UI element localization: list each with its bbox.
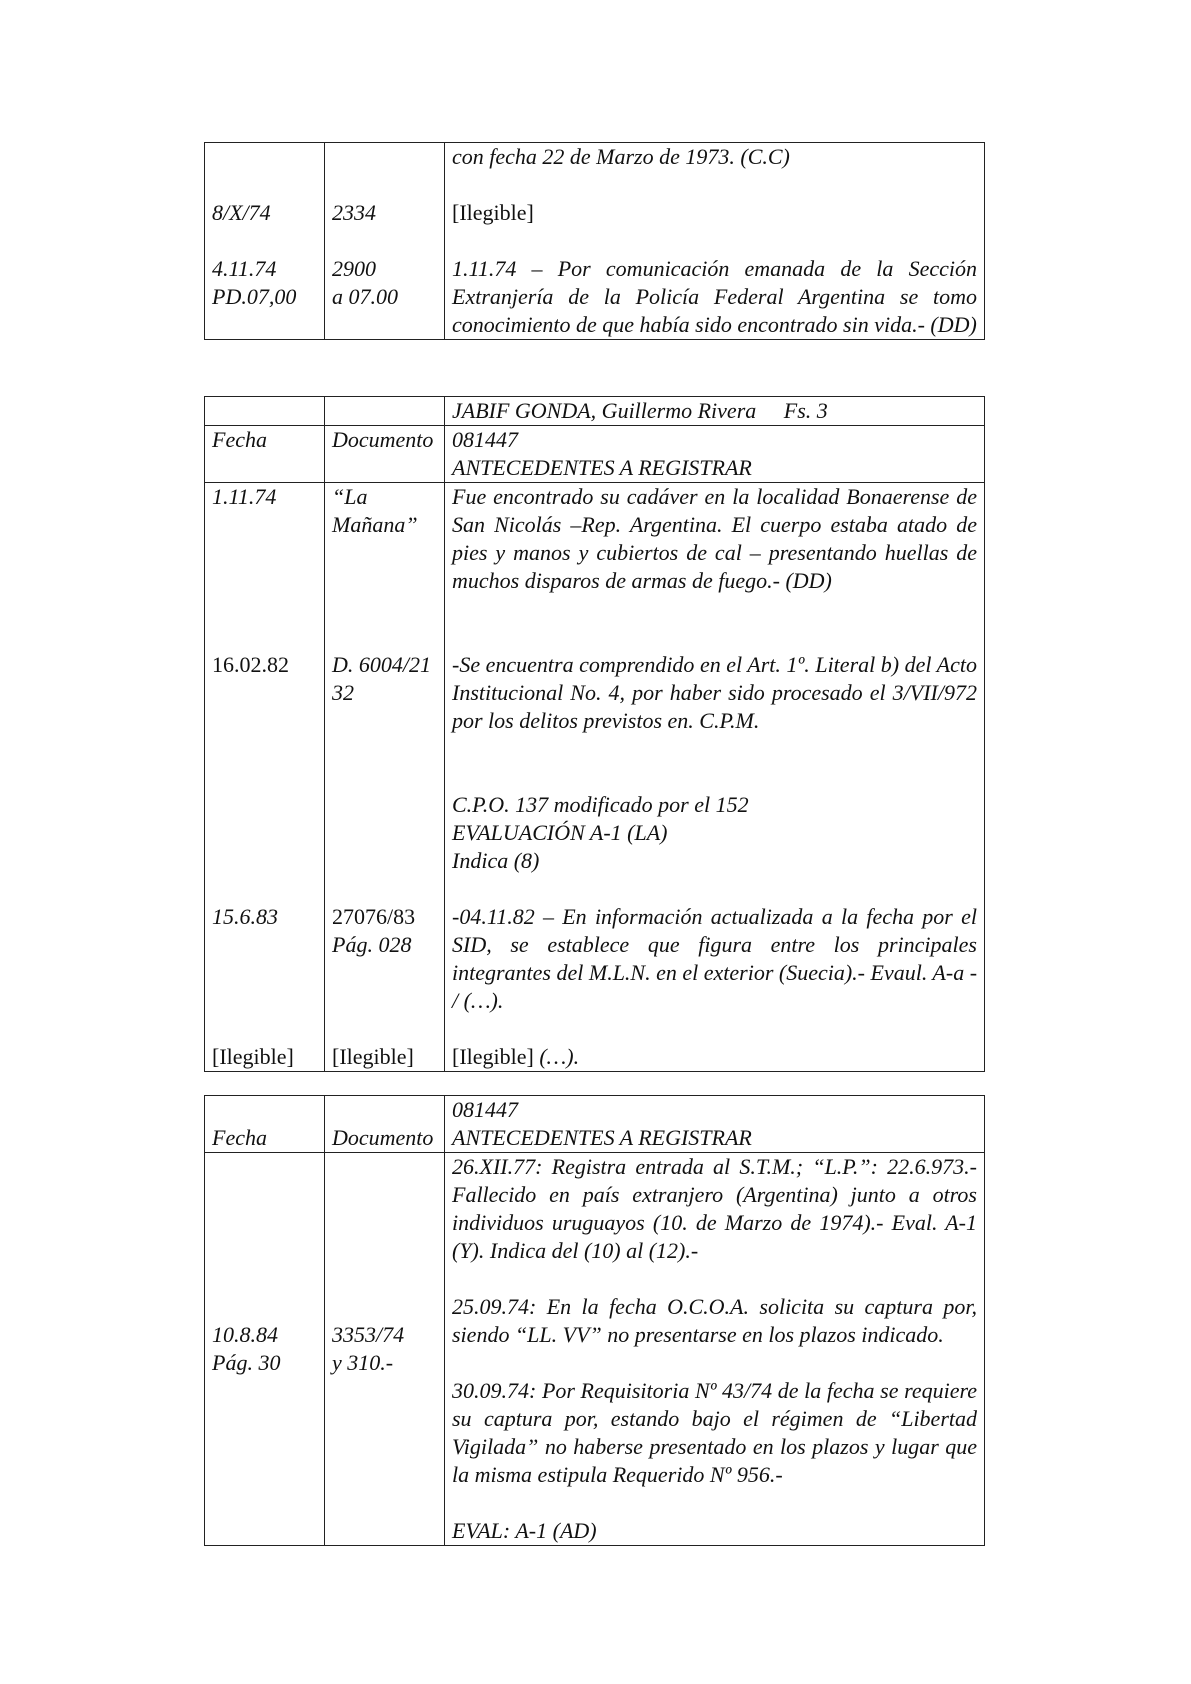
documento-value: 3353/74	[332, 1322, 405, 1347]
table-row	[205, 143, 985, 340]
document-number: 081447	[452, 427, 518, 452]
antecedente-text: C.P.O. 137 modificado por el 152	[452, 792, 749, 817]
documento-cell	[325, 483, 445, 1072]
documento-value: 2900	[332, 256, 376, 281]
fecha-cell	[205, 483, 325, 1072]
table-row	[205, 483, 985, 1072]
record-table	[204, 396, 985, 1072]
antecedente-text: [Ilegible] (…).	[452, 1044, 580, 1069]
antecedente-text: -Se encuentra comprendido en el Art. 1º. Literal b) del Acto Institucional No. 4, por haber sido procesado el 3/VII/972 por los delitos previstos en. C.P.M.	[452, 652, 977, 733]
fecha-value: PD.07,00	[212, 284, 297, 309]
antecedentes-header: ANTECEDENTES A REGISTRAR	[452, 455, 752, 480]
fecha-value: 15.6.83	[212, 904, 278, 929]
fecha-value: 1.11.74	[212, 484, 277, 509]
documento-cell	[325, 1153, 445, 1546]
documento-value: 2334	[332, 200, 376, 225]
fecha-value: 8/X/74	[212, 200, 271, 225]
documento-value: Pág. 028	[332, 932, 412, 957]
documento-value: [Ilegible]	[332, 1044, 414, 1069]
document-number: 081447	[452, 1097, 518, 1122]
name-header-row	[205, 397, 985, 426]
documento-value: y 310.-	[332, 1350, 394, 1375]
table-row	[205, 1153, 985, 1546]
fecha-cell	[205, 143, 325, 340]
documento-value: 27076/83	[332, 904, 416, 929]
fecha-value: 10.8.84	[212, 1322, 278, 1347]
fecha-value: 4.11.74	[212, 256, 277, 281]
fecha-value: [Ilegible]	[212, 1044, 294, 1069]
fecha-header: Fecha	[212, 1125, 267, 1150]
antecedentes-cell	[445, 1153, 985, 1546]
person-name: JABIF GONDA, Guillermo Rivera Fs. 3	[445, 397, 985, 426]
fecha-header: Fecha	[212, 427, 267, 452]
antecedente-text: EVALUACIÓN A-1 (LA)	[452, 820, 668, 845]
antecedente-text: [Ilegible]	[452, 200, 534, 225]
antecedentes-cell	[445, 143, 985, 340]
antecedentes-header: ANTECEDENTES A REGISTRAR	[452, 1125, 752, 1150]
fecha-cell	[205, 1153, 325, 1546]
antecedente-text: 1.11.74 – Por comunicación emanada de la Sección Extranjería de la Policía Federal Argentina se tomo conocimiento de que había sido encontrado sin vida.- (DD)	[452, 256, 977, 337]
antecedente-text: -04.11.82 – En información actualizada a la fecha por el SID, se establece que figura entre los principales integrantes del M.L.N. en el exterior (Suecia).- Evaul. A-a - / (…).	[452, 904, 978, 1013]
antecedente-text: 25.09.74: En la fecha O.C.O.A. solicita su captura por, siendo “LL. VV” no presentarse en los plazos indicado.	[452, 1294, 977, 1347]
antecedente-text: 30.09.74: Por Requisitoria Nº 43/74 de la fecha se requiere su captura por, estando bajo el régimen de “Libertad Vigilada” no haberse presentado en los plazos y lugar que la misma estipula Requerido Nº 956.-	[452, 1378, 977, 1487]
record-table	[204, 1095, 985, 1546]
documento-header: Documento	[332, 1125, 434, 1150]
documento-value: “La Mañana”	[332, 484, 418, 537]
antecedente-text: Indica (8)	[452, 848, 540, 873]
documento-value: D. 6004/21 32	[332, 652, 431, 705]
table-continuation	[204, 142, 985, 340]
documento-value: a 07.00	[332, 284, 398, 309]
antecedente-text: 26.XII.77: Registra entrada al S.T.M.; “L.P.”: 22.6.973.- Fallecido en país extranjero (Argentina) junto a otros individuos uruguayos (10. de Marzo de 1974).- Eval. A-1 (Y). Indica del (10) al (12).-	[452, 1154, 977, 1263]
documento-header: Documento	[332, 427, 434, 452]
antecedente-text: Fue encontrado su cadáver en la localidad Bonaerense de San Nicolás –Rep. Argentina. El cuerpo estaba atado de pies y manos y cubiertos de cal – presentando huellas de muchos disparos de armas de fuego.- (DD)	[452, 484, 977, 593]
column-header-row	[205, 426, 985, 483]
column-header-row	[205, 1096, 985, 1153]
antecedente-text: con fecha 22 de Marzo de 1973. (C.C)	[452, 144, 790, 169]
fecha-value: Pág. 30	[212, 1350, 281, 1375]
antecedentes-cell	[445, 483, 985, 1072]
fecha-value: 16.02.82	[212, 652, 289, 677]
documento-cell	[325, 143, 445, 340]
antecedente-text: EVAL: A-1 (AD)	[452, 1518, 597, 1543]
